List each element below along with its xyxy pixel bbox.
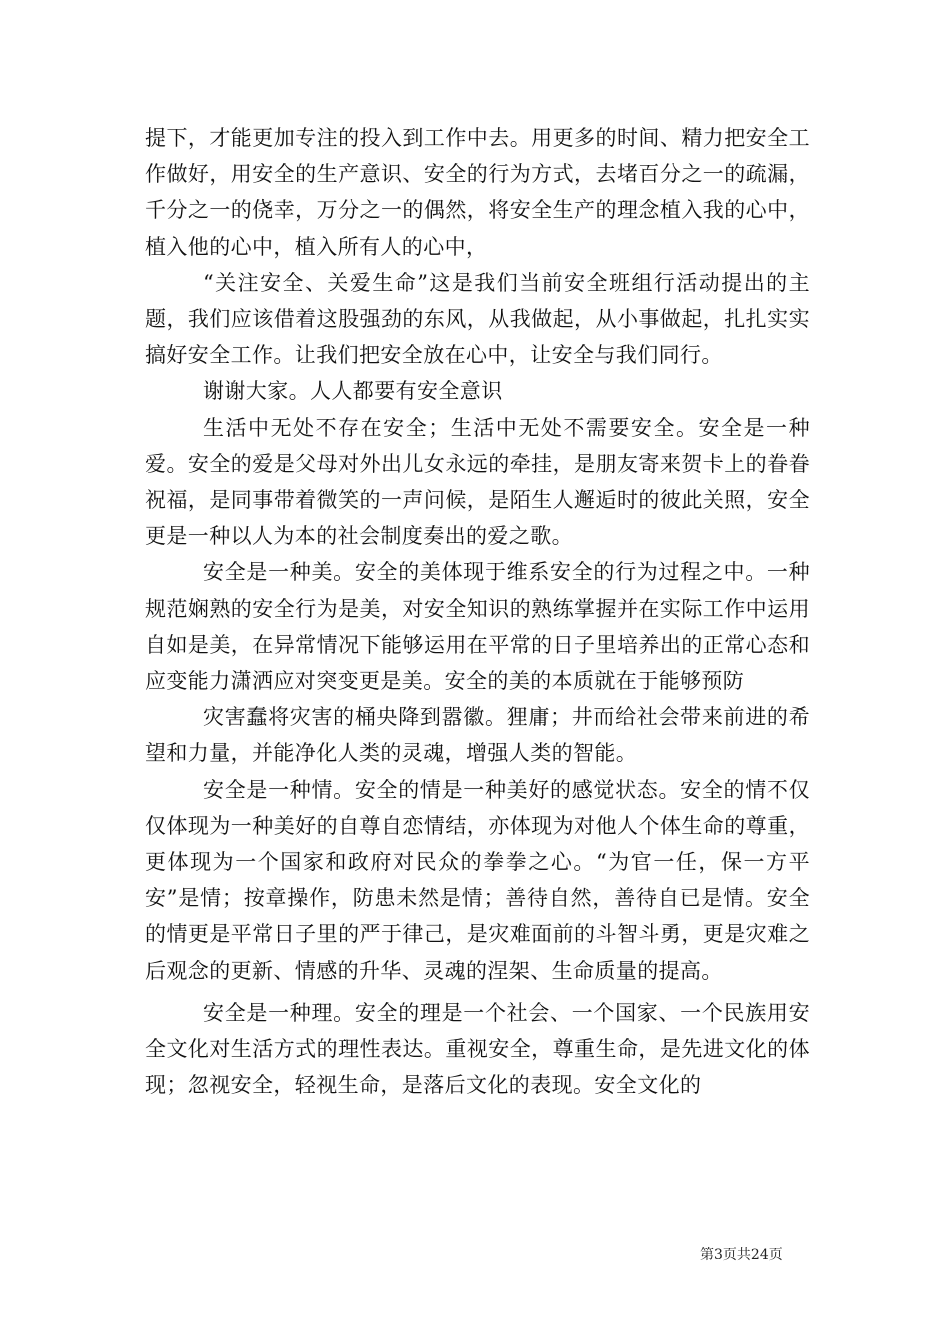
paragraph-5: 安全是一种美。安全的美体现于维系安全的行为过程之中。一种规范娴熟的安全行为是美，对安全知识的熟练掌握并在实际工作中运用自如是美，在异常情况下能够运用在平常的日子里培养出的正常心态和应变能力潇洒应对突变更是美。安全的美的本质就在于能够预防 bbox=[145, 560, 810, 694]
paragraph-3: 谢谢大家。人人都要有安全意识 bbox=[203, 379, 503, 404]
paragraph-6: 灾害蠢将灾害的桶央降到嚣徽。狸庸；井而给社会带来前进的希望和力量，并能净化人类的灵魂，增强人类的智能。 bbox=[145, 705, 810, 766]
paragraph-7: 安全是一种情。安全的情是一种美好的感觉状态。安全的情不仅仅体现为一种美好的自尊自恋情结，亦体现为对他人个体生命的尊重，更体现为一个国家和政府对民众的拳拳之心。“为官一任，保一方平安”是情；按章操作，防患未然是情；善待自然，善待自已是情。安全的情更是平常日子里的严于律己，是灾难面前的斗智斗勇，更是灾难之后观念的更新、情感的升华、灵魂的涅架、生命质量的提高。 bbox=[145, 777, 810, 983]
page-number-footer: 第3页共24页 bbox=[700, 1247, 783, 1263]
paragraph-2: “关注安全、关爱生命”这是我们当前安全班组行活动提出的主题，我们应该借着这股强劲的东风，从我做起，从小事做起，扎扎实实搞好安全工作。让我们把安全放在心中，让安全与我们同行。 bbox=[145, 270, 810, 368]
paragraph-8: 安全是一种理。安全的理是一个社会、一个国家、一个民族用安全文化对生活方式的理性表达。重视安全，尊重生命，是先进文化的体现；忽视安全，轻视生命，是落后文化的表现。安全文化的 bbox=[145, 1000, 810, 1098]
paragraph-4: 生活中无处不存在安全；生活中无处不需要安全。安全是一种爱。安全的爱是父母对外出儿女永远的牵挂，是朋友寄来贺卡上的眷眷祝福，是同事带着微笑的一声问候，是陌生人邂逅时的彼此关照，安全更是一种以人为本的社会制度奏出的爱之歌。 bbox=[145, 415, 810, 549]
document-body bbox=[145, 120, 810, 1103]
paragraph-1: 提下，才能更加专注的投入到工作中去。用更多的时间、精力把安全工作做好，用安全的生产意识、安全的行为方式，去堵百分之一的疏漏，千分之一的侥幸，万分之一的偶然，将安全生产的理念植入我的心中，植入他的心中，植入所有人的心中， bbox=[145, 126, 810, 259]
